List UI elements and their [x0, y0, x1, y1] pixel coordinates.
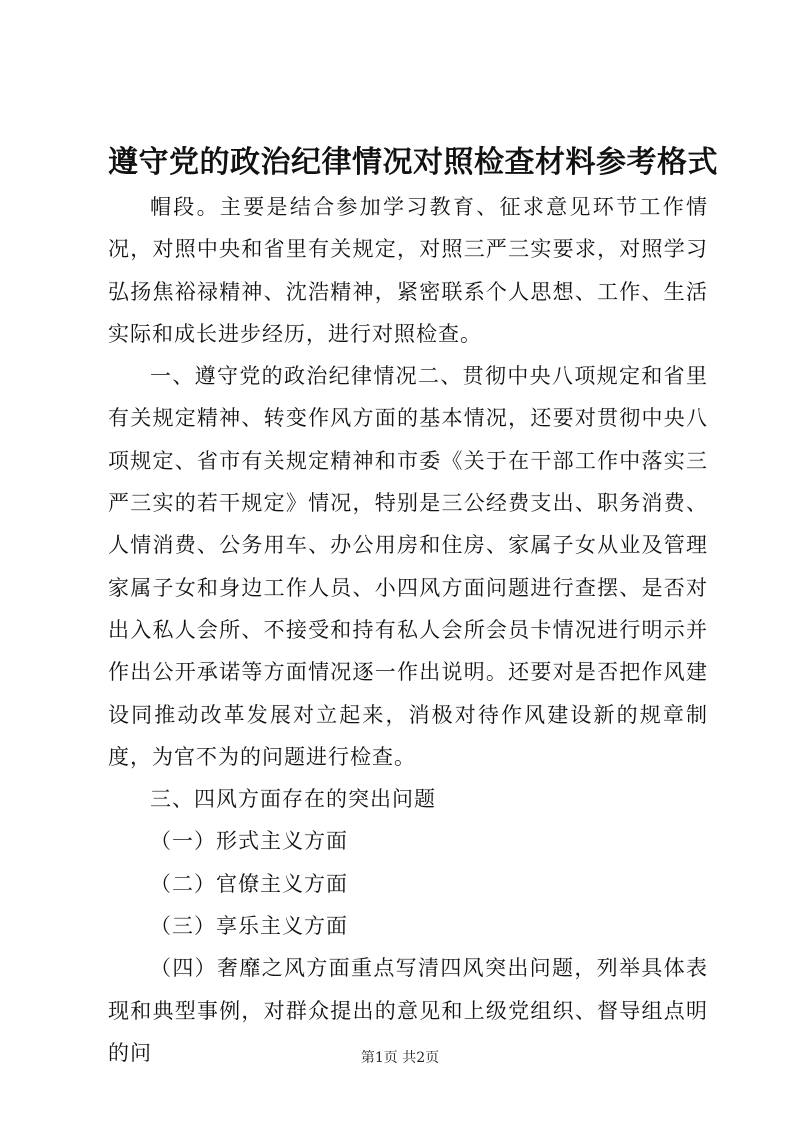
document-title: 遵守党的政治纪律情况对照检查材料参考格式	[108, 145, 718, 180]
paragraph-section-three-heading: 三、四风方面存在的突出问题	[150, 787, 436, 812]
page-number-footer: 第1页 共2页	[360, 1050, 440, 1066]
paragraph-subsection-four: （四）奢靡之风方面重点写清四风突出问题，列举具体表现和典型事例，对群众提出的意见和上级党组织、督导组点明的问	[108, 956, 708, 1065]
paragraph-subsection-one: （一）形式主义方面	[150, 829, 348, 854]
paragraph-subsection-two: （二）官僚主义方面	[150, 871, 348, 896]
paragraph-section-one-two: 一、遵守党的政治纪律情况二、贯彻中央八项规定和省里有关规定精神、转变作风方面的基本情况，还要对贯彻中央八项规定、省市有关规定精神和市委《关于在干部工作中落实三严三实的若干规定》情况，特别是三公经费支出、职务消费、人情消费、公务用车、办公用房和住房、家属子女从业及管理家属子女和身边工作人员、小四风方面问题进行查摆、是否对出入私人会所、不接受和持有私人会所会员卡情况进行明示并作出公开承诺等方面情况逐一作出说明。还要对是否把作风建设同推动改革发展对立起来，消极对待作风建设新的规章制度，为官不为的问题进行检查。	[108, 364, 708, 769]
paragraph-intro: 帽段。主要是结合参加学习教育、征求意见环节工作情况，对照中央和省里有关规定，对照三严三实要求，对照学习弘扬焦裕禄精神、沈浩精神，紧密联系个人思想、工作、生活实际和成长进步经历，进行对照检查。	[108, 195, 708, 346]
document-body	[108, 186, 708, 1074]
paragraph-subsection-three: （三）享乐主义方面	[150, 914, 348, 939]
